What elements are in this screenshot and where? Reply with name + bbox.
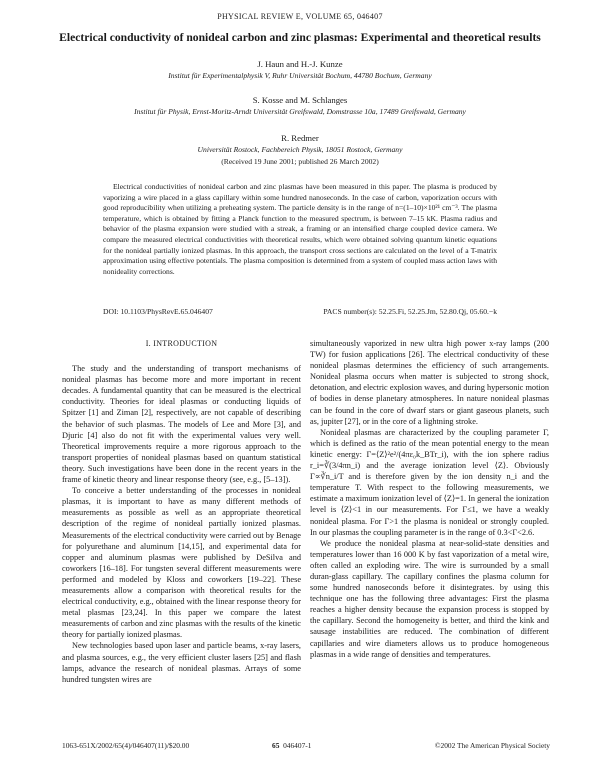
footer-issn: 1063-651X/2002/65(4)/046407(11)/$20.00 (62, 741, 190, 750)
right-column (310, 338, 549, 660)
pacs-numbers: PACS number(s): 52.25.Fi, 52.25.Jm, 52.80.Qj, 05.60.−k (323, 307, 497, 316)
doi: DOI: 10.1103/PhysRevE.65.046407 (103, 307, 213, 316)
author-group-3: R. Redmer (281, 133, 319, 143)
paragraph: New technologies based upon laser and particle beams, x-ray lasers, and plasma sources, e.g., the very efficient cluster lasers [25] and flash lamps, advance the research of nonideal plasmas. Arrays of some hundred tungsten wires are (62, 641, 301, 684)
affiliation-1: Institut für Experimentalphysik V, Ruhr Universität Bochum, 44780 Bochum, Germany (168, 71, 432, 80)
abstract-text: Electrical conductivities of nonideal carbon and zinc plasmas have been measured in this paper. The plasma is produced by vaporizing a wire placed in a glass capillary within some hundred nanoseconds. In the case of carbon, vaporization occurs with good reproducibility when utilizing a preheating system. The particle density is in the range of n=(1–10)×10²¹ cm⁻³. The plasma temperature, which is obtained by fitting a Planck function to the measured spectrum, is between 7–15 kK. Plasma radius and behavior of the plasma expansion were studied with a streak, a framing or an intensified charge coupled device camera. We compare the measured electrical conductivities with theoretical results, which were obtained solving quantum kinetic equations for the nonideal partially ionized plasmas. In this approach, the transport cross sections are calculated on the level of a T-matrix approximation using effective potentials. The plasma composition is determined from a system of coupled mass action laws with nonideality corrections. (103, 182, 497, 276)
paragraph: We produce the nonideal plasma at near-solid-state densities and temperatures lower than 16 000 K by fast vaporization of a metal wire, often called an exploding wire. The wire is surrounded by a small duran-glass capillary. The capillary confines the plasma column for some hundred nanoseconds before it disintegrates. by using this technique one has the following three advantages: First the plasma reaches a higher density because the expansion process is stopped by the capillary. Second the homogeneity is better, and third the kink and sausage instabilities are reduced. The combination of different capillaries and wire diameters allows us to produce homogeneous plasmas in a wide range of densities and temperatures. (310, 538, 549, 659)
left-column (62, 338, 301, 685)
paper-title: Electrical conductivity of nonideal carbon and zinc plasmas: Experimental and theoretical results (59, 31, 541, 44)
paragraph: simultaneously vaporized in new ultra high power x-ray lamps (200 TW) for fusion applications [26]. The electrical conductivity of these nonideal plasmas determines the efficiency of such arrangements. Nonideal plasma occurs when matter is subjected to strong shock, detonation, and electric explosion waves, and during hypersonic motion of bodies in dense planetary atmospheres. In nature nonideal plasmas can be found in the core of dwarf stars or giant gaseous planets, such as, jupiter [27], or in the core of a lightning stroke. (310, 339, 549, 426)
section-heading: I. INTRODUCTION (145, 339, 218, 348)
footer-page-number (272, 741, 311, 750)
paragraph: To conceive a better understanding of the processes in nonideal plasmas, it is important to have as many different methods of measurements as possible as well as an appropriate theoretical description of the regime of nonideal partially ionized plasmas. Measurements of the electrical conductivity were carried out by Benage for polyurethane and aluminum [14,15], and experimental data for copper and aluminum plasmas were published by DeSilva and coworkers [16–18]. For tungsten several different measurements were performed and modeled by Kloss and coworkers [19–22]. These measurements allow a comparison with theoretical results for the electrical conductivity, e.g., obtained with the linear response theory for metal plasmas [23,24]. In this paper we compare the latest measurements of carbon and zinc plasmas with the results of the kinetic theory for partially ionized plasmas. (62, 486, 301, 640)
paragraph: The study and the understanding of transport mechanisms of nonideal plasmas has become more and more important in recent decades. A fundamental quantity that can be measured is the electrical conductivity. Theories for ideal plasmas or conducting liquids of Spitzer [1] and Ziman [2], respectively, are not capable of describing the behavior of such plasmas. The models of Lee and More [3], and Djuric [4] also do not fit with the experimental values very well. Theoretical improvements require a more rigorous approach to the transport properties of nonideal plasmas based on quantum statistical theory. Such investigations have been done in the recent years in the frame of kinetic theory and linear response theory (see, e.g., [5–13]). (62, 364, 301, 485)
author-group-1: J. Haun and H.-J. Kunze (257, 59, 343, 69)
paragraph: Nonideal plasmas are characterized by the coupling parameter Γ, which is defined as the ratio of the mean potential energy to the mean kinetic energy: Γ=⟨Z⟩²e²/(4πε₀k_BTr_i), with the ion sphere radius r_i=∛(3/4πn_i) and the average ionization level ⟨Z⟩. Obviously Γ∝∛n_i/T and is therefore given by the ion density n_i and the temperature T. With respect to the following measurements, we estimate a maximum ionization level of ⟨Z⟩=1. In general the ionization level is ⟨Z⟩<1 in our measurements. For Γ≤1, we have a weakly nonideal plasma. For Γ>1 the plasma is nonideal or strongly coupled. In our plasmas the coupling parameter is in the range of 0.3<Γ<2.6. (310, 427, 550, 537)
footer-copyright: ©2002 The American Physical Society (434, 741, 550, 750)
affiliation-3: Universität Rostock, Fachbereich Physik, 18051 Rostock, Germany (197, 145, 403, 154)
abstract (103, 182, 497, 277)
affiliation-2: Institut für Physik, Ernst-Moritz-Arndt Universität Greifswald, Domstrasse 10a, 17489 Greifswald, Germany (134, 107, 466, 116)
footer-article-id: 046407-1 (283, 741, 312, 750)
journal-header: PHYSICAL REVIEW E, VOLUME 65, 046407 (217, 12, 383, 21)
received-date: (Received 19 June 2001; published 26 March 2002) (221, 157, 379, 166)
author-group-2: S. Kosse and M. Schlanges (252, 95, 348, 105)
footer-volume: 65 (272, 741, 280, 750)
